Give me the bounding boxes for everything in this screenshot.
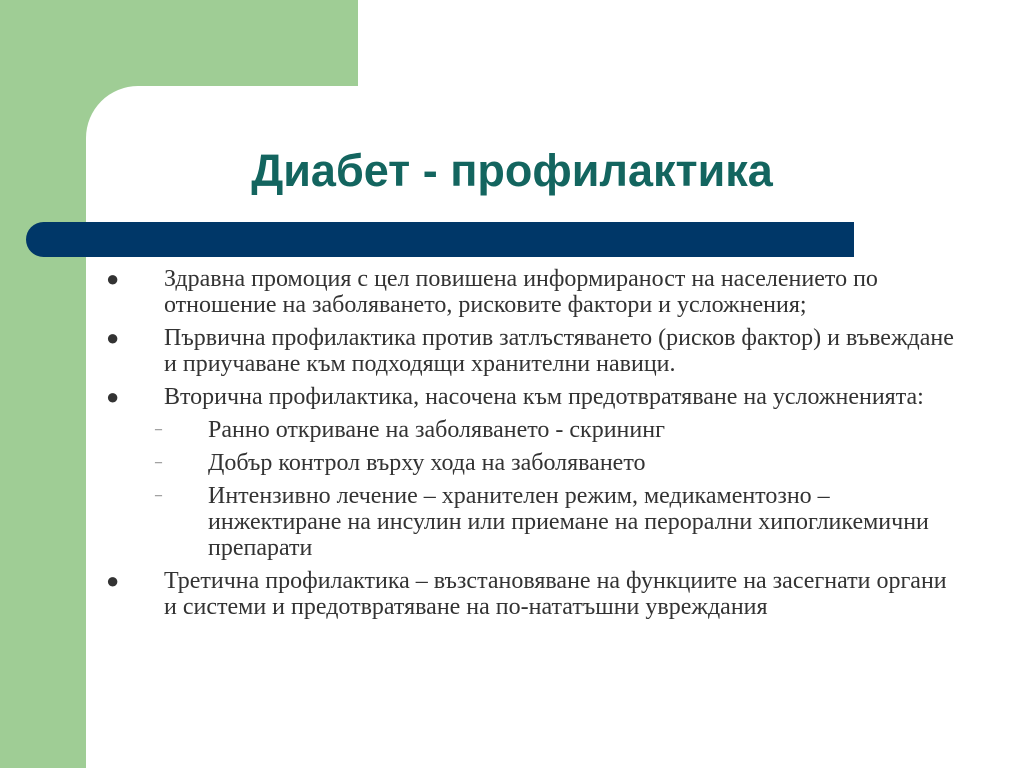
subbullet-item-intensive-treatment <box>0 483 958 561</box>
bullet-dot-icon: ● <box>106 568 120 593</box>
dash-icon: – <box>155 488 162 503</box>
subbullet-text: Добър контрол върху хода на заболяването <box>208 450 646 476</box>
slide-title: Диабет - профилактика <box>251 145 773 196</box>
bullet-text: Първична профилактика против затлъстяването (рисков фактор) и въвеждане и приучаване към подходящи хранителни навици. <box>164 325 954 377</box>
subbullet-item-control <box>0 450 958 476</box>
bullet-dot-icon: ● <box>106 384 120 409</box>
dash-icon: – <box>155 455 162 470</box>
bullet-item-health-promotion <box>0 266 954 318</box>
subbullet-text: Интензивно лечение – хранителен режим, медикаментозно – инжектиране на инсулин или приемане на перорални хипогликемични препарати <box>208 483 929 561</box>
bullet-text: Третична профилактика – възстановяване на функциите на засегнати органи и системи и предотвратяване на по-нататъшни увреждания <box>164 568 947 620</box>
bullet-item-tertiary-prevention <box>0 568 954 620</box>
bullet-item-primary-prevention <box>0 325 954 377</box>
bullet-dot-icon: ● <box>106 325 120 350</box>
bullet-item-secondary-prevention <box>0 384 954 410</box>
bullet-text: Здравна промоция с цел повишена информираност на населението по отношение на заболяването, рисковите фактори и усложнения; <box>164 266 878 318</box>
bullet-text: Вторична профилактика, насочена към предотвратяване на усложненията: <box>164 384 924 410</box>
subbullet-item-screening <box>0 417 958 443</box>
bullet-list <box>0 266 1000 627</box>
subbullet-text: Ранно откриване на заболяването - скрининг <box>208 417 665 443</box>
bullet-dot-icon: ● <box>106 266 120 291</box>
dash-icon: – <box>155 422 162 437</box>
title-underline-bar <box>26 222 854 257</box>
